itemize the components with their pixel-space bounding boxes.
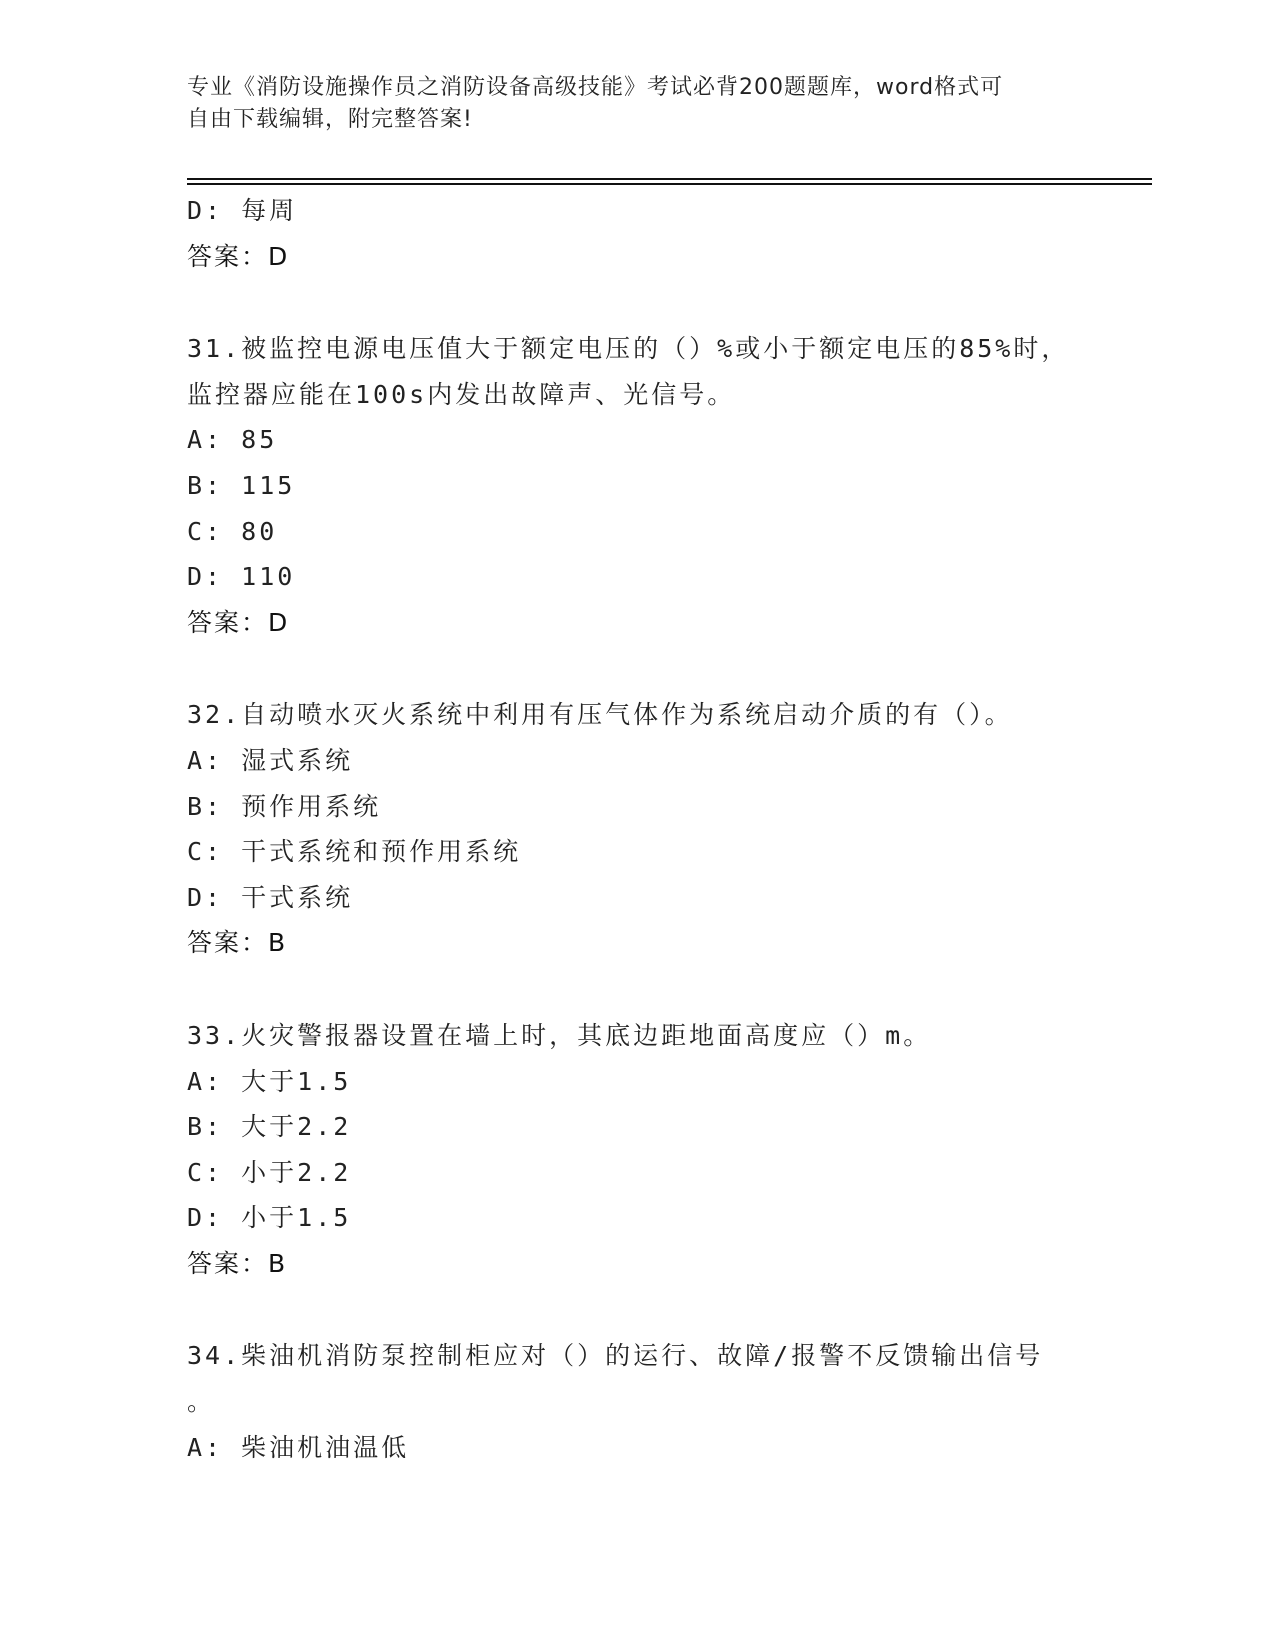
option-a: A: 大于1.5 — [187, 1066, 352, 1096]
header-divider-bottom — [187, 183, 1152, 185]
question-stem-33: 33.火灾警报器设置在墙上时，其底边距地面高度应（）m。 — [187, 1020, 932, 1050]
option-d: D: 干式系统 — [187, 882, 354, 912]
spacer — [187, 966, 1087, 1013]
option-b: B: 预作用系统 — [187, 791, 382, 821]
answer-line: 答案：B — [187, 928, 288, 958]
option-d: D: 每周 — [187, 196, 298, 225]
option-d: D: 110 — [187, 562, 296, 592]
option-b: B: 115 — [187, 470, 296, 500]
question-stem-34-cont: 。 — [187, 1387, 216, 1417]
option-c: C: 小于2.2 — [187, 1157, 352, 1187]
document-header — [187, 72, 1087, 136]
header-line-2: 自由下载编辑，附完整答案! — [187, 107, 473, 132]
option-c: C: 80 — [187, 516, 278, 546]
question-content — [187, 188, 1087, 1470]
spacer — [187, 279, 1087, 326]
question-stem-32: 32.自动喷水灭火系统中利用有压气体作为系统启动介质的有（）。 — [187, 700, 1013, 730]
option-b: B: 大于2.2 — [187, 1112, 352, 1142]
option-a: A: 85 — [187, 425, 278, 455]
question-stem-31-cont: 监控器应能在100s内发出故障声、光信号。 — [187, 379, 736, 409]
header-line-1: 专业《消防设施操作员之消防设备高级技能》考试必背200题题库，word格式可 — [187, 75, 1004, 100]
spacer — [187, 1286, 1087, 1333]
header-divider-top — [187, 178, 1152, 180]
answer-line: 答案：D — [187, 607, 290, 637]
option-d: D: 小于1.5 — [187, 1203, 352, 1233]
option-a: A: 柴油机油温低 — [187, 1432, 410, 1462]
answer-line: 答案：D — [187, 241, 290, 271]
answer-line: 答案：B — [187, 1248, 288, 1278]
option-c: C: 干式系统和预作用系统 — [187, 837, 522, 867]
option-a: A: 湿式系统 — [187, 745, 354, 775]
question-stem-31: 31.被监控电源电压值大于额定电压的（）%或小于额定电压的85%时， — [187, 334, 1070, 364]
question-stem-34: 34.柴油机消防泵控制柜应对（）的运行、故障/报警不反馈输出信号 — [187, 1341, 1044, 1371]
spacer — [187, 645, 1087, 692]
